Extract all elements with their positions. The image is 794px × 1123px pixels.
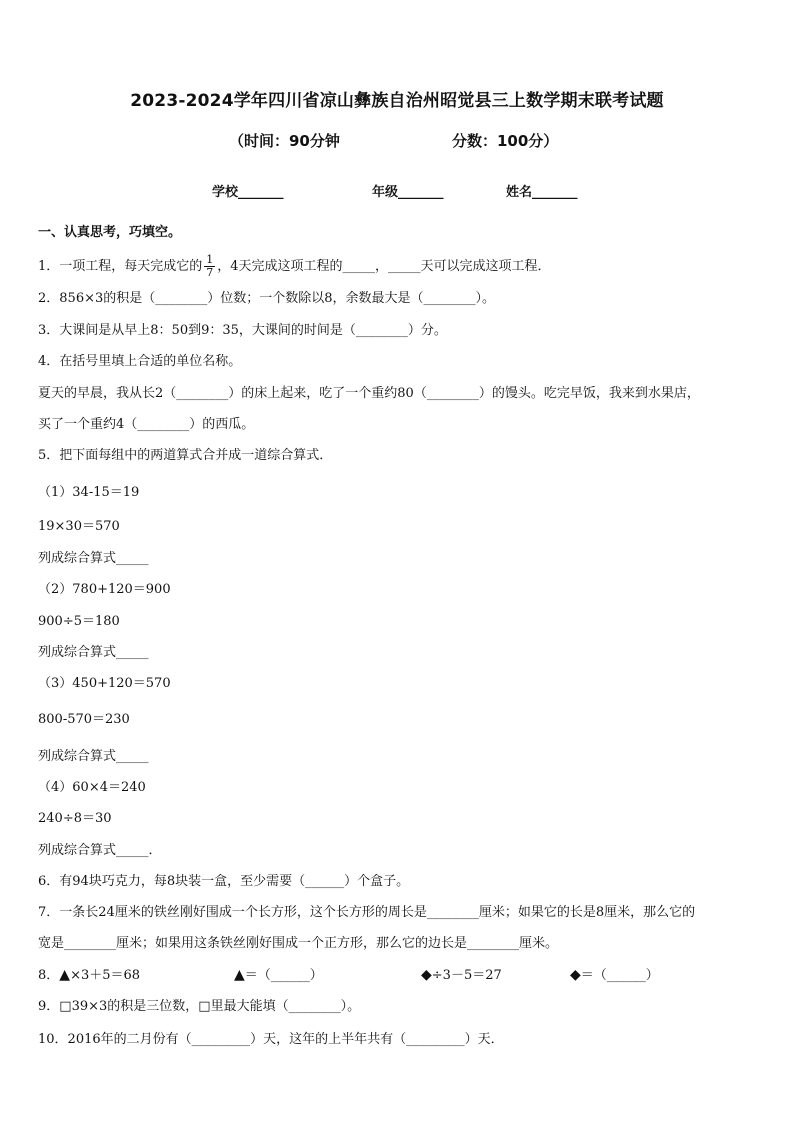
- question-5: 5．把下面每组中的两道算式合并成一道综合算式．: [38, 448, 333, 463]
- diamond-icon: ◆: [570, 967, 581, 983]
- q5-group2-eq1: （2）780+120＝900: [38, 582, 171, 597]
- q8-part4: ＝（______）: [580, 968, 659, 983]
- triangle-icon: ▲: [59, 967, 71, 983]
- diamond-icon: ◆: [421, 967, 432, 983]
- fraction: [204, 254, 215, 279]
- question-7-line2: 宽是________厘米；如果用这条铁丝刚好围成一个正方形，那么它的边长是________厘米。: [38, 936, 559, 951]
- question-7-line1: 7．一条长24厘米的铁丝刚好围成一个长方形，这个长方形的周长是________厘米；如果它的长是8厘米，那么它的: [38, 905, 696, 920]
- question-8-d: [570, 966, 659, 985]
- question-8-c: [421, 966, 502, 985]
- q5-group1-eq2: 19×30＝570: [38, 519, 120, 534]
- grade-field: 年级_______: [372, 185, 444, 200]
- question-8-b: [234, 966, 323, 985]
- q5-group4-eq2: 240÷8＝30: [38, 811, 112, 826]
- fraction-denominator: 7: [206, 266, 214, 279]
- q5-group3-answer: 列成综合算式_____: [38, 749, 149, 764]
- fraction-numerator: 1: [206, 253, 214, 266]
- q9-number: 9．: [38, 999, 60, 1014]
- q5-group2-eq2: 900÷5＝180: [38, 614, 120, 629]
- q8-part2: ＝（______）: [244, 968, 323, 983]
- question-1: [38, 254, 551, 279]
- exam-time: （时间：90分钟: [229, 132, 340, 150]
- question-4-text-line2: 买了一个重约4（________）的西瓜。: [38, 417, 255, 432]
- q8-part1: ×3＋5＝68: [70, 968, 141, 983]
- triangle-icon: ▲: [234, 967, 245, 983]
- q9-mid: 39×3的积是三位数，: [71, 999, 199, 1014]
- q5-group2-answer: 列成综合算式_____: [38, 645, 149, 660]
- q5-group3-eq2: 800-570＝230: [38, 712, 130, 727]
- q5-group4-eq1: （4）60×4＝240: [38, 780, 146, 795]
- q8-number: 8．: [38, 968, 60, 983]
- q9-suffix: 里最大能填（________）。: [210, 999, 361, 1014]
- q1-prefix: 1．一项工程，每天完成它的: [38, 259, 203, 274]
- question-2: 2．856×3的积是（________）位数；一个数除以8，余数最大是（________）。: [38, 291, 496, 306]
- question-3: 3．大课间是从早上8：50到9：35，大课间的时间是（________）分。: [38, 323, 447, 338]
- page-title: 2023-2024学年四川省凉山彝族自治州昭觉县三上数学期末联考试题: [130, 91, 664, 111]
- question-4-text-line1: 夏天的早晨，我从长2（________）的床上起来，吃了一个重约80（________）的馒头。吃完早饭，我来到水果店，: [38, 386, 700, 401]
- q5-group3-eq1: （3）450+120＝570: [38, 676, 171, 691]
- question-6: 6．有94块巧克力，每8块装一盒，至少需要（______）个盒子。: [38, 874, 410, 889]
- q1-suffix: ，4天完成这项工程的_____，_____天可以完成这项工程．: [217, 259, 551, 274]
- school-field: 学校_______: [212, 185, 284, 200]
- section-heading: 一、认真思考，巧填空。: [38, 225, 182, 240]
- q8-part3: ÷3－5＝27: [431, 968, 502, 983]
- question-9: [38, 998, 360, 1016]
- q5-group4-answer: 列成综合算式_____．: [38, 843, 162, 858]
- question-10: 10．2016年的二月份有（_________）天，这年的上半年共有（_________）天．: [38, 1032, 504, 1047]
- box-icon: □: [198, 999, 211, 1014]
- name-field: 姓名_______: [506, 185, 578, 200]
- exam-score: 分数：100分）: [452, 132, 559, 150]
- q5-group1-eq1: （1）34-15＝19: [38, 485, 140, 500]
- q5-group1-answer: 列成综合算式_____: [38, 551, 149, 566]
- box-icon: □: [59, 999, 72, 1014]
- question-8: [38, 966, 140, 985]
- question-4: 4．在括号里填上合适的单位名称。: [38, 354, 242, 369]
